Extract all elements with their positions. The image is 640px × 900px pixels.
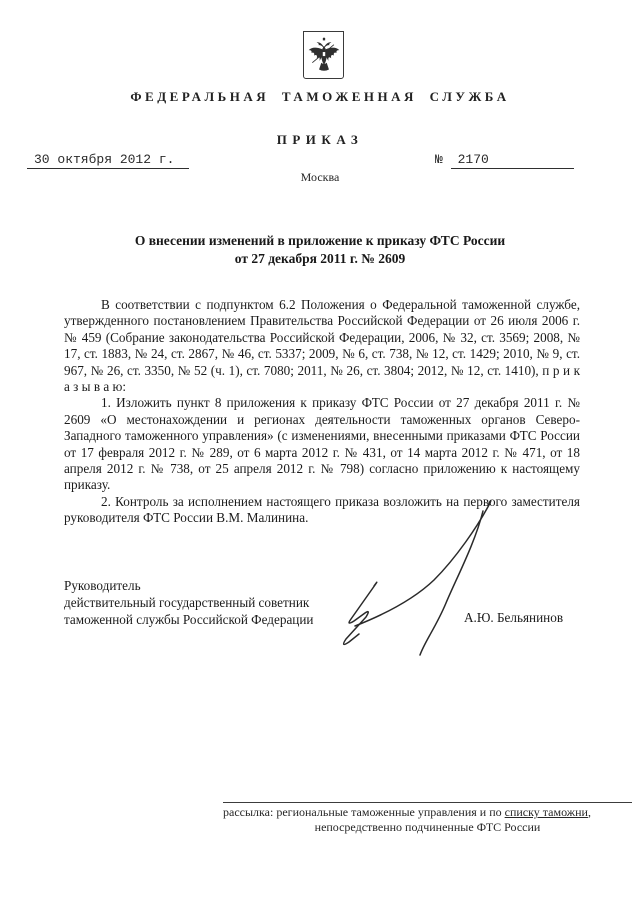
footer-line1-suffix: , [587,805,591,819]
signoff-position [64,577,313,628]
date-field [27,152,189,169]
handwritten-signature [328,482,506,674]
document-title-line1: О внесении изменений в приложение к приказу ФТС России [134,233,506,248]
document-title-line2: от 27 декабря 2011 г. № 2609 [234,251,406,266]
number-sign: № [435,152,443,167]
paragraph-item-2: 2. Контроль за исполнением настоящего приказа возложить на первого заместителя руководителя ФТС России В.М. Малинина. [64,493,580,526]
footer-line1-prefix: рассылка: региональные таможенные управления и по [223,805,505,819]
date-value: 30 октября 2012 г. [27,152,189,169]
double-headed-eagle-icon [306,34,342,77]
footer-line2: непосредственно подчиненные ФТС России [314,820,541,834]
footer-divider [223,802,632,803]
footer-line1-underlined: списку таможни [504,805,588,819]
signoff-line2: действительный государственный советник [64,595,310,610]
agency-name: ФЕДЕРАЛЬНАЯ ТАМОЖЕННАЯ СЛУЖБА [130,89,510,104]
city-label: Москва [300,170,340,184]
footer-distribution-note [223,805,632,835]
coat-of-arms-emblem [303,31,344,79]
number-field [435,152,574,169]
signer-name: А.Ю. Бельянинов [464,610,564,625]
number-value: 2170 [451,152,574,169]
signoff-line1: Руководитель [64,578,141,593]
document-type: ПРИКАЗ [276,132,364,147]
footer-line1 [223,805,632,820]
signoff-line3: таможенной службы Российской Федерации [64,612,314,627]
document-title [0,232,640,268]
paragraph-preamble: В соответствии с подпунктом 6.2 Положения о Федеральной таможенной службе, утвержденного постановлением Правительства Российской Федерации от 26 июля 2006 г. № 459 (Собрание законодательства Российской Федерации, 2006, № 32, ст. 3569; 2008, № 17, ст. 1883, № 24, ст. 2867, № 46, ст. 5337; 2009, № 6, ст. 738, № 12, ст. 1429; 2010, № 9, ст. 967, № 26, ст. 3350, № 52 (ч. 1), ст. 7080; 2011, № 26, ст. 3804; 2012, № 12, ст. 1410), п р и к а з ы в а ю: [64,297,580,395]
paragraph-item-1: 1. Изложить пункт 8 приложения к приказу ФТС России от 27 декабря 2011 г. № 2609 «О местонахождении и регионах деятельности таможенных органов Северо-Западного таможенного управления» (с изменениями, внесенными приказами ФТС России от 17 февраля 2012 г. № 289, от 6 марта 2012 г. № 431, от 14 марта 2012 г. № 471, от 18 апреля 2012 г. № 738, от 25 апреля 2012 г. № 798) согласно приложению к настоящему приказу. [64,395,580,493]
